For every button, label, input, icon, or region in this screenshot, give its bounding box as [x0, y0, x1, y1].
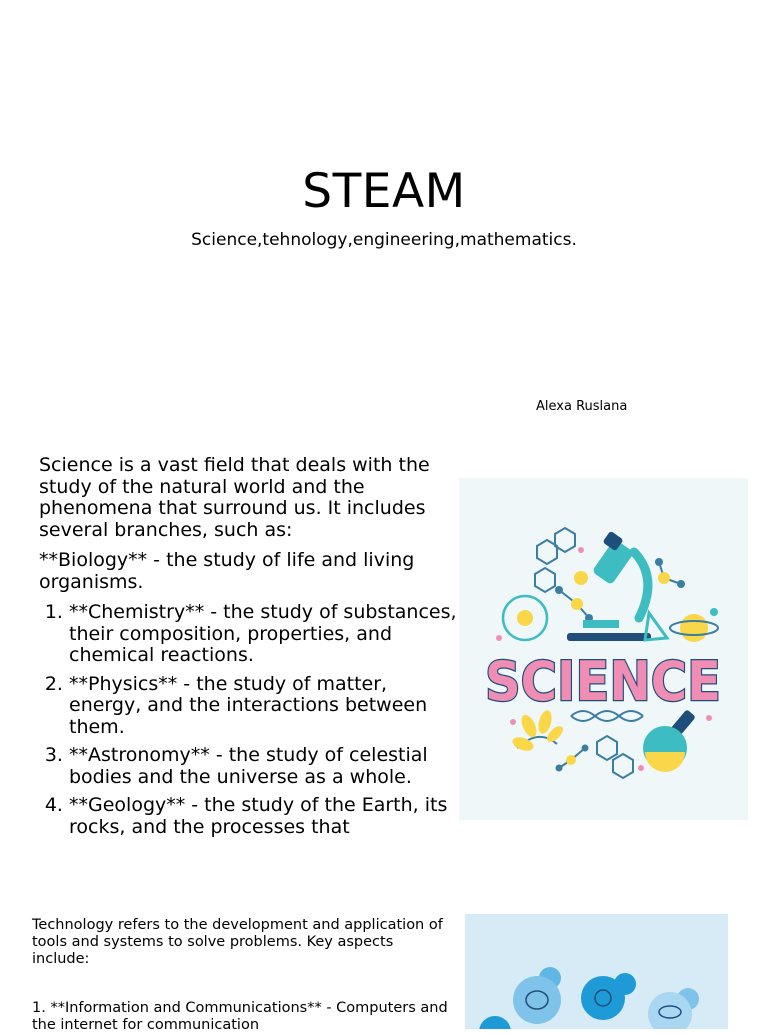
technology-item: 1. **Information and Communications** - Computers and the internet for communication: [32, 1000, 448, 1033]
flask-icon: [643, 709, 696, 772]
branch-item: 3. **Astronomy** - the study of celestial bodies and the universe as a whole.: [69, 745, 457, 788]
planet-icon: [670, 614, 718, 642]
branch-item: 2. **Physics** - the study of matter, energy, and the interactions between them.: [69, 674, 457, 739]
science-illustration-svg: [459, 478, 748, 820]
network-icon: [581, 976, 625, 1020]
science-text: [39, 455, 457, 845]
science-slide: [0, 450, 768, 880]
brain-icon: [513, 976, 561, 1024]
atom-icon: [503, 596, 547, 640]
microscope-icon: [567, 531, 651, 641]
slide-subtitle: Science,tehnology,engineering,mathematics.: [191, 230, 577, 250]
science-branch-list: [39, 602, 457, 838]
technology-slide: [0, 905, 768, 1033]
science-illustration: [459, 478, 748, 820]
title-slide: [0, 0, 768, 440]
technology-intro: Technology refers to the development and application of tools and systems to solve problems. Key aspects include:: [32, 917, 443, 967]
molecule-bottom-icon: [556, 745, 589, 772]
science-intro: Science is a vast field that deals with the study of the natural world and the phenomena that surround us. It includes several branches, such as:: [39, 454, 430, 541]
hexagon-bottom-icon: [597, 736, 633, 778]
leaf-icon: [511, 709, 566, 754]
molecule-right-icon: [655, 558, 685, 588]
author-name: Alexa Ruslana: [536, 399, 628, 414]
molecule-balls-icon: [555, 586, 593, 622]
slide-title: STEAM: [302, 164, 466, 219]
branch-item: 4. **Geology** - the study of the Earth, its rocks, and the processes that: [69, 795, 457, 838]
technology-illustration-svg: [465, 914, 728, 1029]
science-biology: **Biology** - the study of life and living organisms.: [39, 549, 415, 593]
science-word: SCIENCE: [485, 650, 721, 713]
molecule-icon: [535, 528, 575, 592]
technology-text: [32, 917, 452, 1034]
branch-item: 1. **Chemistry** - the study of substances, their composition, properties, and chemical reactions.: [69, 602, 457, 667]
technology-illustration: [465, 914, 728, 1029]
